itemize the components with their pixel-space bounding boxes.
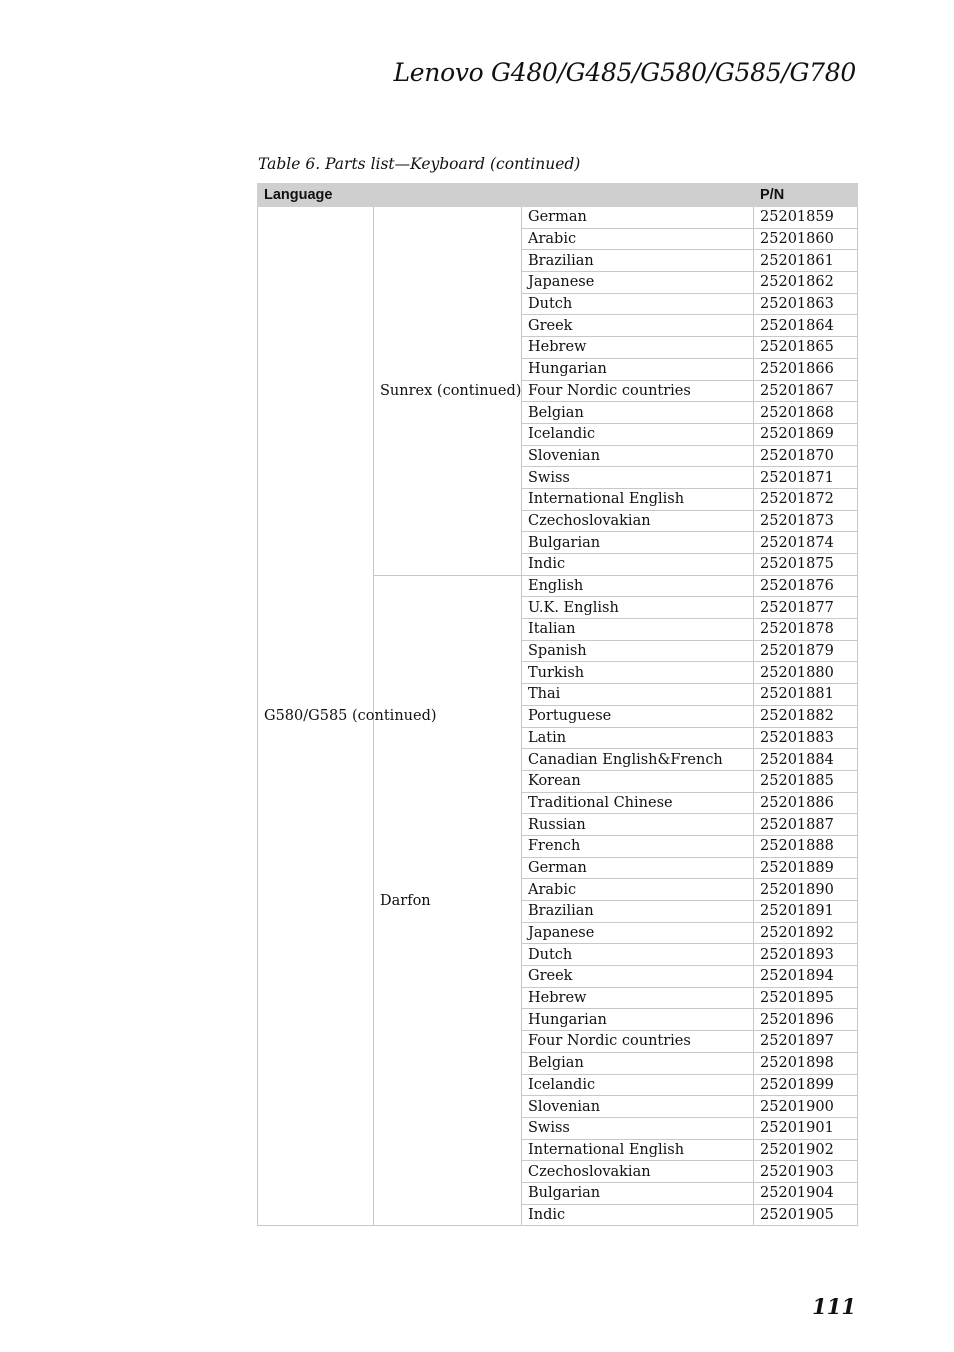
table-row bbox=[258, 207, 858, 229]
part-number-cell: 25201885 bbox=[754, 770, 858, 792]
part-number-cell: 25201877 bbox=[754, 597, 858, 619]
language-cell: Belgian bbox=[522, 1052, 754, 1074]
language-cell: French bbox=[522, 835, 754, 857]
language-cell: Icelandic bbox=[522, 1074, 754, 1096]
language-cell: Hebrew bbox=[522, 337, 754, 359]
part-number-cell: 25201865 bbox=[754, 337, 858, 359]
column-header-language: Language bbox=[258, 184, 754, 207]
vendor-cell: Darfon bbox=[374, 575, 522, 1226]
language-cell: International English bbox=[522, 488, 754, 510]
part-number-cell: 25201869 bbox=[754, 423, 858, 445]
part-number-cell: 25201878 bbox=[754, 619, 858, 641]
part-number-cell: 25201893 bbox=[754, 944, 858, 966]
language-cell: Thai bbox=[522, 684, 754, 706]
language-cell: U.K. English bbox=[522, 597, 754, 619]
language-cell: Turkish bbox=[522, 662, 754, 684]
part-number-cell: 25201872 bbox=[754, 488, 858, 510]
language-cell: Hebrew bbox=[522, 987, 754, 1009]
language-cell: Czechoslovakian bbox=[522, 1161, 754, 1183]
language-cell: Arabic bbox=[522, 228, 754, 250]
part-number-cell: 25201884 bbox=[754, 749, 858, 771]
part-number-cell: 25201866 bbox=[754, 358, 858, 380]
part-number-cell: 25201860 bbox=[754, 228, 858, 250]
language-cell: Latin bbox=[522, 727, 754, 749]
part-number-cell: 25201875 bbox=[754, 554, 858, 576]
part-number-cell: 25201874 bbox=[754, 532, 858, 554]
part-number-cell: 25201886 bbox=[754, 792, 858, 814]
language-cell: Dutch bbox=[522, 944, 754, 966]
language-cell: Four Nordic countries bbox=[522, 380, 754, 402]
vendor-cell: Sunrex (continued) bbox=[374, 207, 522, 576]
language-cell: Traditional Chinese bbox=[522, 792, 754, 814]
language-cell: Hungarian bbox=[522, 1009, 754, 1031]
part-number-cell: 25201888 bbox=[754, 835, 858, 857]
table-body bbox=[258, 207, 858, 1226]
language-cell: Czechoslovakian bbox=[522, 510, 754, 532]
part-number-cell: 25201897 bbox=[754, 1031, 858, 1053]
part-number-cell: 25201892 bbox=[754, 922, 858, 944]
language-cell: Japanese bbox=[522, 922, 754, 944]
table-caption: Table 6. Parts list—Keyboard (continued) bbox=[258, 155, 581, 173]
language-cell: Indic bbox=[522, 554, 754, 576]
language-cell: Hungarian bbox=[522, 358, 754, 380]
language-cell: Brazilian bbox=[522, 901, 754, 923]
part-number-cell: 25201862 bbox=[754, 272, 858, 294]
part-number-cell: 25201882 bbox=[754, 705, 858, 727]
language-cell: Belgian bbox=[522, 402, 754, 424]
language-cell: German bbox=[522, 207, 754, 229]
part-number-cell: 25201899 bbox=[754, 1074, 858, 1096]
part-number-cell: 25201903 bbox=[754, 1161, 858, 1183]
part-number-cell: 25201902 bbox=[754, 1139, 858, 1161]
part-number-cell: 25201898 bbox=[754, 1052, 858, 1074]
part-number-cell: 25201876 bbox=[754, 575, 858, 597]
part-number-cell: 25201864 bbox=[754, 315, 858, 337]
part-number-cell: 25201894 bbox=[754, 966, 858, 988]
part-number-cell: 25201880 bbox=[754, 662, 858, 684]
part-number-cell: 25201870 bbox=[754, 445, 858, 467]
language-cell: Japanese bbox=[522, 272, 754, 294]
part-number-cell: 25201879 bbox=[754, 640, 858, 662]
part-number-cell: 25201896 bbox=[754, 1009, 858, 1031]
part-number-cell: 25201891 bbox=[754, 901, 858, 923]
model-cell: G580/G585 (continued) bbox=[258, 207, 374, 1226]
language-cell: Russian bbox=[522, 814, 754, 836]
language-cell: Dutch bbox=[522, 293, 754, 315]
part-number-cell: 25201905 bbox=[754, 1204, 858, 1226]
language-cell: Portuguese bbox=[522, 705, 754, 727]
part-number-cell: 25201889 bbox=[754, 857, 858, 879]
language-cell: German bbox=[522, 857, 754, 879]
language-cell: Greek bbox=[522, 315, 754, 337]
table-header-row bbox=[258, 184, 858, 207]
part-number-cell: 25201868 bbox=[754, 402, 858, 424]
language-cell: International English bbox=[522, 1139, 754, 1161]
language-cell: Canadian English&French bbox=[522, 749, 754, 771]
language-cell: Swiss bbox=[522, 467, 754, 489]
part-number-cell: 25201900 bbox=[754, 1096, 858, 1118]
part-number-cell: 25201901 bbox=[754, 1117, 858, 1139]
running-header-title: Lenovo G480/G485/G580/G585/G780 bbox=[393, 58, 856, 87]
language-cell: Icelandic bbox=[522, 423, 754, 445]
language-cell: English bbox=[522, 575, 754, 597]
parts-table bbox=[257, 183, 858, 1226]
part-number-cell: 25201871 bbox=[754, 467, 858, 489]
language-cell: Bulgarian bbox=[522, 532, 754, 554]
language-cell: Arabic bbox=[522, 879, 754, 901]
part-number-cell: 25201883 bbox=[754, 727, 858, 749]
part-number-cell: 25201861 bbox=[754, 250, 858, 272]
language-cell: Bulgarian bbox=[522, 1182, 754, 1204]
language-cell: Greek bbox=[522, 966, 754, 988]
language-cell: Swiss bbox=[522, 1117, 754, 1139]
language-cell: Slovenian bbox=[522, 445, 754, 467]
language-cell: Four Nordic countries bbox=[522, 1031, 754, 1053]
part-number-cell: 25201863 bbox=[754, 293, 858, 315]
language-cell: Brazilian bbox=[522, 250, 754, 272]
part-number-cell: 25201867 bbox=[754, 380, 858, 402]
part-number-cell: 25201887 bbox=[754, 814, 858, 836]
language-cell: Indic bbox=[522, 1204, 754, 1226]
language-cell: Slovenian bbox=[522, 1096, 754, 1118]
part-number-cell: 25201881 bbox=[754, 684, 858, 706]
page-number: 111 bbox=[812, 1294, 856, 1319]
part-number-cell: 25201859 bbox=[754, 207, 858, 229]
language-cell: Korean bbox=[522, 770, 754, 792]
part-number-cell: 25201890 bbox=[754, 879, 858, 901]
part-number-cell: 25201895 bbox=[754, 987, 858, 1009]
part-number-cell: 25201873 bbox=[754, 510, 858, 532]
language-cell: Italian bbox=[522, 619, 754, 641]
column-header-pn: P/N bbox=[754, 184, 858, 207]
language-cell: Spanish bbox=[522, 640, 754, 662]
part-number-cell: 25201904 bbox=[754, 1182, 858, 1204]
